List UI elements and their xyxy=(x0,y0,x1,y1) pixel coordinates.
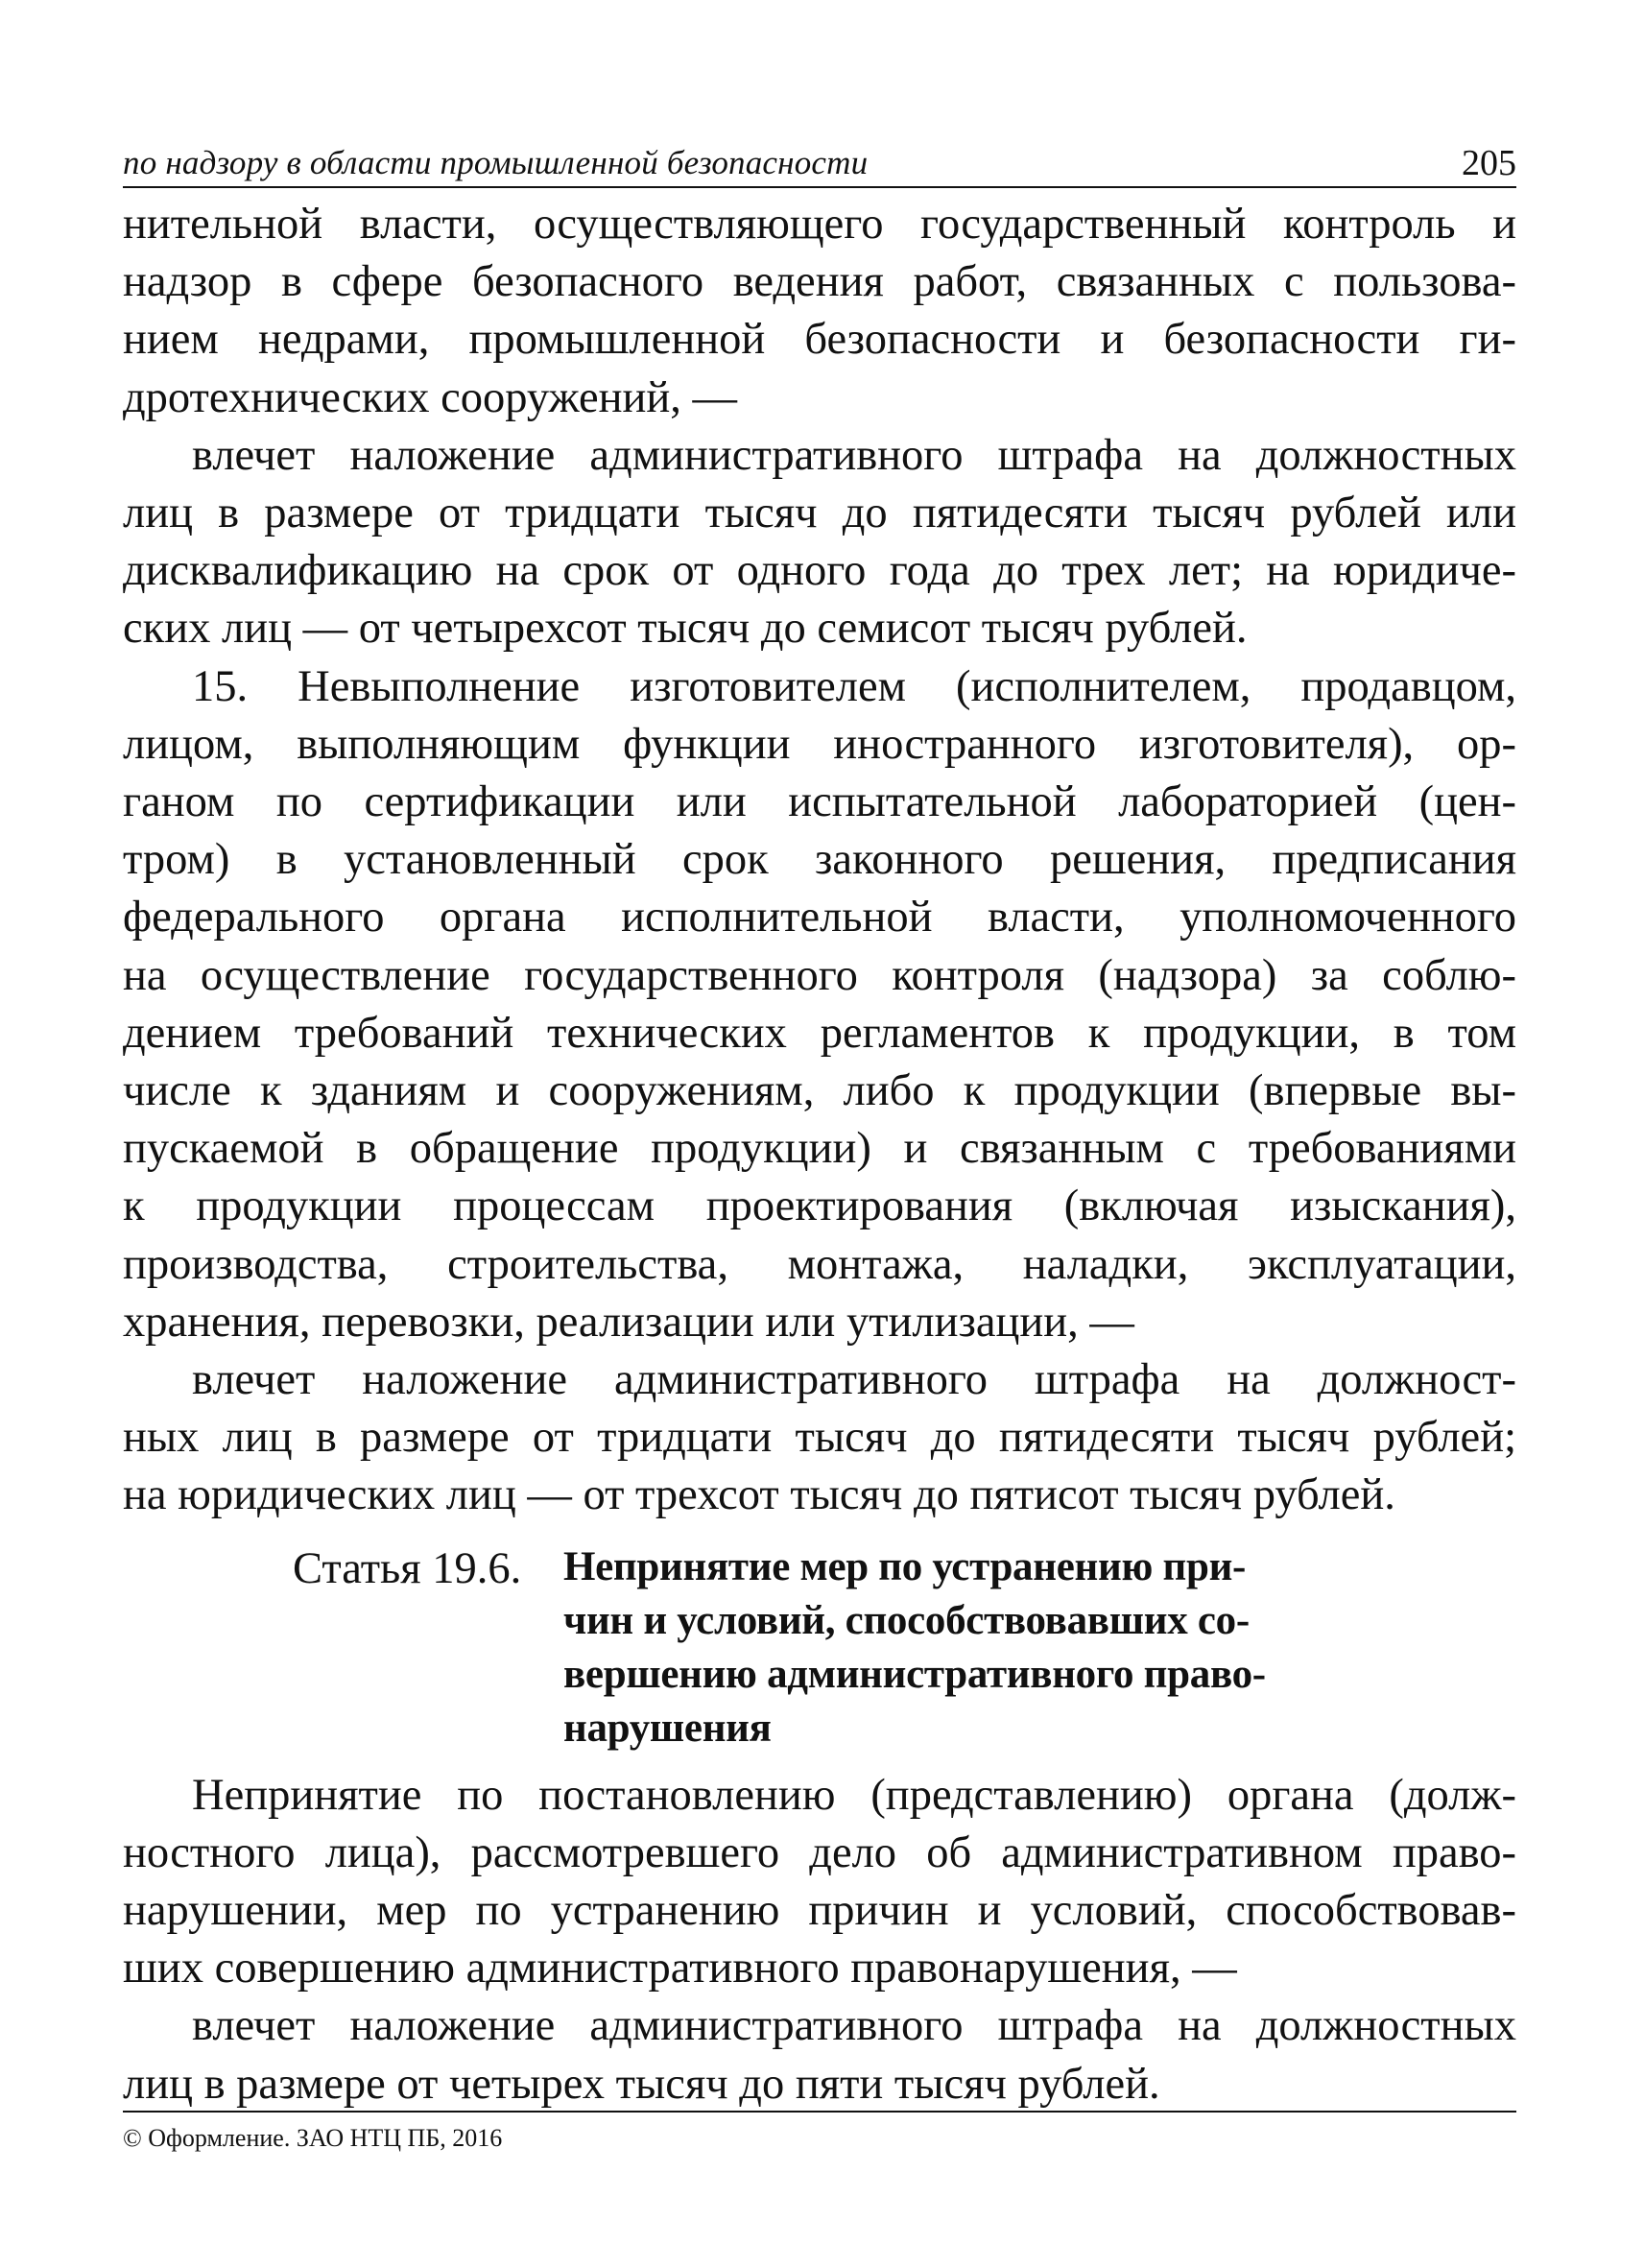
text-line: лиц в размере от тридцати тысяч до пятидесяти тысяч рублей или xyxy=(123,489,1516,538)
running-header xyxy=(123,134,1516,188)
text-line: ганом по сертификации или испытательной лабораторией (цен- xyxy=(123,777,1516,827)
text-line: нием недрами, промышленной безопасности и безопасности ги- xyxy=(123,315,1516,365)
page-footer xyxy=(123,2111,1516,2153)
text-line: производства, строительства, монтажа, наладки, эксплуатации, xyxy=(123,1239,1516,1289)
text-line: ших совершению административного правонарушения, — xyxy=(123,1944,1237,1993)
text-line: дисквалификацию на срок от одного года до трех лет; на юридиче- xyxy=(123,546,1516,596)
running-header-title: по надзору в области промышленной безопасности xyxy=(123,144,869,181)
text-line: хранения, перевозки, реализации или утилизации, — xyxy=(123,1297,1134,1347)
article-heading xyxy=(123,1540,1516,1755)
text-line: влечет наложение административного штрафа на должностных xyxy=(192,430,1516,480)
article-title-line: нарушения xyxy=(563,1705,772,1751)
text-line: надзор в сфере безопасного ведения работ, связанных с пользова- xyxy=(123,257,1516,307)
text-line: пускаемой в обращение продукции) и связанным с требованиями xyxy=(123,1124,1516,1174)
text-line: нительной власти, осуществляющего государственный контроль и xyxy=(123,200,1516,249)
text-line: ностного лица), рассмотревшего дело об административном право- xyxy=(123,1827,1516,1877)
text-line: числе к зданиям и сооружениям, либо к продукции (впервые вы- xyxy=(123,1066,1516,1116)
text-line: федерального органа исполнительной власти, уполномоченного xyxy=(123,893,1516,943)
article-title-line: Непринятие мер по устранению при- xyxy=(563,1543,1247,1589)
text-line: лиц в размере от четырех тысяч до пяти тысяч рублей. xyxy=(123,2059,1160,2109)
text-line: влечет наложение административного штрафа на должност- xyxy=(192,1355,1516,1405)
main-text xyxy=(123,196,1516,2113)
text-line: ных лиц в размере от тридцати тысяч до пятидесяти тысяч рублей; xyxy=(123,1413,1516,1463)
article-title-line: чин и условий, способствовавших со- xyxy=(563,1597,1250,1643)
text-line: дротехнических сооружений, — xyxy=(123,372,738,422)
text-line: лицом, выполняющим функции иностранного изготовителя), ор- xyxy=(123,719,1516,769)
text-line: нарушении, мер по устранению причин и условий, способствовав- xyxy=(123,1886,1516,1936)
text-line: к продукции процессам проектирования (включая изыскания), xyxy=(123,1182,1516,1231)
text-line: влечет наложение административного штрафа на должностных xyxy=(192,2001,1516,2051)
article-title xyxy=(563,1540,1266,1755)
page-number: 205 xyxy=(1462,143,1516,183)
text-line: тром) в установленный срок законного решения, предписания xyxy=(123,835,1516,885)
article-title-line: вершению административного право- xyxy=(563,1651,1266,1697)
text-line: дением требований технических регламентов к продукции, в том xyxy=(123,1008,1516,1058)
copyright-notice: © Оформление. ЗАО НТЦ ПБ, 2016 xyxy=(123,2124,503,2152)
text-line: ских лиц — от четырехсот тысяч до семисот тысяч рублей. xyxy=(123,604,1248,654)
text-line: на осуществление государственного контроля (надзора) за соблю- xyxy=(123,950,1516,1000)
text-line: Непринятие по постановлению (представлению) органа (долж- xyxy=(192,1770,1516,1820)
article-number: Статья 19.6. xyxy=(293,1543,522,1593)
book-page xyxy=(123,134,1516,2113)
text-line: на юридических лиц — от трехсот тысяч до пятисот тысяч рублей. xyxy=(123,1470,1395,1520)
text-line: 15. Невыполнение изготовителем (исполнителем, продавцом, xyxy=(192,661,1516,711)
